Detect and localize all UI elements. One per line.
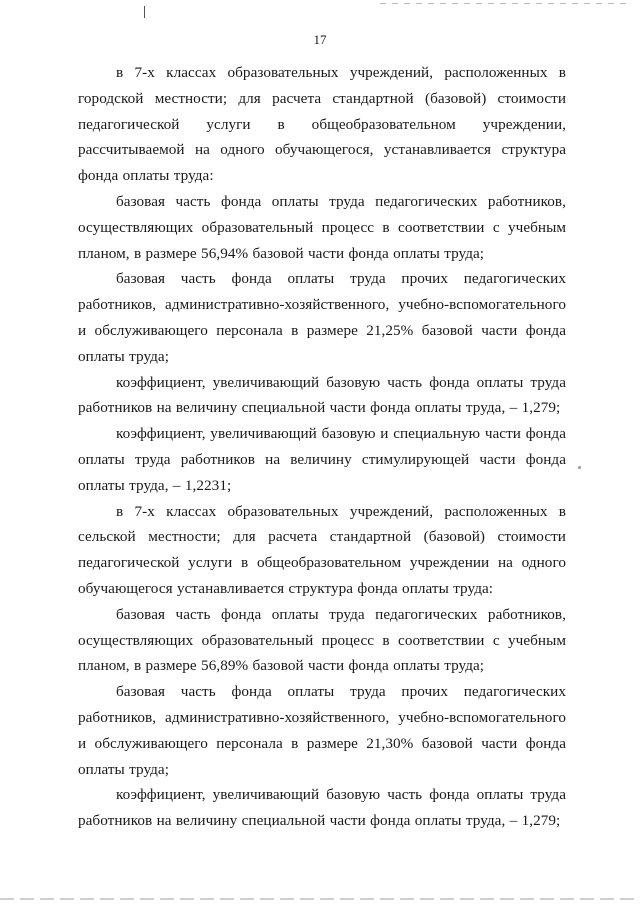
paragraph-urban-other-staff-share: базовая часть фонда оплаты труда прочих педагогических работников, административно-хозяйственного, учебно-вспомогательного и обслуживающего персонала в размере 21,25% базовой части фонда оплаты труда;	[78, 270, 566, 365]
paragraph-urban-special-coefficient: коэффициент, увеличивающий базовую часть фонда оплаты труда работников на величину специальной части фонда оплаты труда, – 1,279;	[78, 373, 566, 417]
scan-artifact-line-bottom	[0, 898, 640, 900]
paragraph-rural-teaching-staff-share: базовая часть фонда оплаты труда педагогических работников, осуществляющих образовательный процесс в соответствии с учебным планом, в размере 56,89% базовой части фонда оплаты труда;	[78, 605, 566, 675]
page-number: 17	[313, 32, 327, 47]
paragraph-urban-7th-grade-intro: в 7-х классах образовательных учреждений, расположенных в городской местности; для расчета стандартной (базовой) стоимости педагогической услуги в общеобразовательном учреждении, рассчитываемой на одного обучающегося, устанавливается структура фонда оплаты труда:	[78, 64, 566, 185]
paragraph-urban-incentive-coefficient: коэффициент, увеличивающий базовую и специальную части фонда оплаты труда работников на величину стимулирующей части фонда оплаты труда, – 1,2231;	[78, 425, 566, 494]
scan-artifact-mark	[144, 6, 145, 18]
scan-artifact-dot	[578, 466, 581, 469]
document-body	[78, 60, 566, 834]
paragraph-rural-7th-grade-intro: в 7-х классах образовательных учреждений, расположенных в сельской местности; для расчета стандартной (базовой) стоимости педагогической услуги в общеобразовательном учреждении на одного обучающегося устанавливается структура фонда оплаты труда:	[78, 502, 566, 597]
paragraph-rural-special-coefficient: коэффициент, увеличивающий базовую часть фонда оплаты труда работников на величину специальной части фонда оплаты труда, – 1,279;	[78, 786, 566, 830]
paragraph-urban-teaching-staff-share: базовая часть фонда оплаты труда педагогических работников, осуществляющих образовательный процесс в соответствии с учебным планом, в размере 56,94% базовой части фонда оплаты труда;	[78, 192, 566, 262]
paragraph-rural-other-staff-share: базовая часть фонда оплаты труда прочих педагогических работников, административно-хозяйственного, учебно-вспомогательного и обслуживающего персонала в размере 21,30% базовой части фонда оплаты труда;	[78, 683, 566, 778]
scan-artifact-line-top	[380, 3, 630, 4]
